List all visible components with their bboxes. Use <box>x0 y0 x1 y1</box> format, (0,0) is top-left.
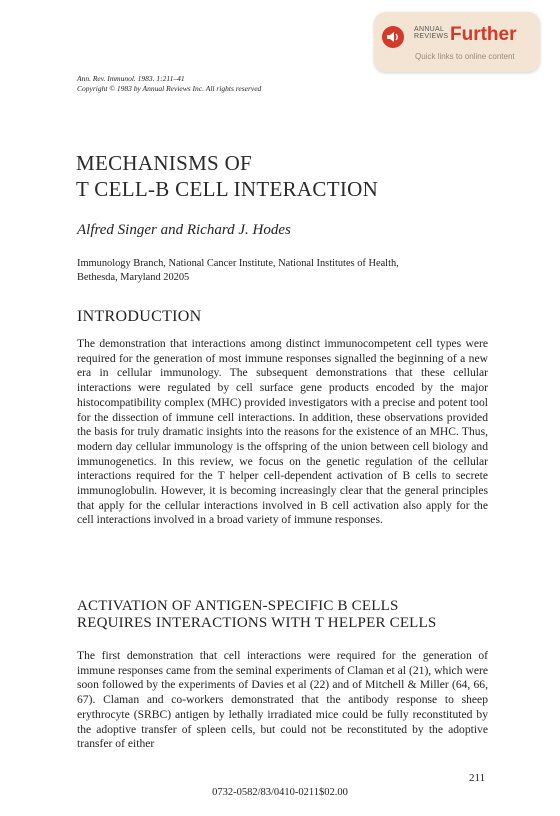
price-code: 0732-0582/83/0410-0211$02.00 <box>212 787 348 798</box>
article-authors: Alfred Singer and Richard J. Hodes <box>77 222 291 238</box>
badge-tagline: Quick links to online content <box>415 52 515 61</box>
introduction-paragraph: The demonstration that interactions among distinct immunocompetent cell types were required for the generation of most immune responses signalled the beginning of a new era in cellular immunology. The subsequent demonstrations that these cellular interactions were regulated by cell surface gene products encoded by the major histocompatibility complex (MHC) provided investigators with a precise and potent tool for the dissection of immune cell interactions. In addition, these observations provided the basis for truly dramatic insights into the reasons for the existence of an MHC. Thus, modern day cellular immunology is the offspring of the union between cell biology and immunogenetics. In this review, we focus on the genetic regulation of the cellular interactions required for the T helper cell-dependent activation of B cells to secrete immunoglobulin. However, it is becoming increasingly clear that the general principles that apply for the cellular interactions involved in B cell activation also apply for the cell interactions involved in a broad variety of immune responses. <box>77 337 488 527</box>
annual-reviews-further-badge[interactable] <box>374 12 540 72</box>
section-heading-activation: ACTIVATION OF ANTIGEN-SPECIFIC B CELLS REQUIRES INTERACTIONS WITH T HELPER CELLS <box>77 598 437 631</box>
article-title: MECHANISMS OF T CELL-B CELL INTERACTION <box>76 151 379 201</box>
journal-citation: Ann. Rev. Immunol. 1983. 1:211–41 Copyright © 1983 by Annual Reviews Inc. All rights reserved <box>77 74 262 93</box>
activation-paragraph: The first demonstration that cell interactions were required for the generation of immune responses came from the seminal experiments of Claman et al (21), which were soon followed by the experiments of Davies et al (22) and of Mitchell & Miller (64, 66, 67). Claman and co-workers demonstrated that the antibody response to sheep erythrocyte (SRBC) antigen by lethally irradiated mice could be fully reconstituted by the adoptive transfer of spleen cells, but could not be reconstituted by the adoptive transfer of either <box>77 649 488 751</box>
further-wordmark: Further <box>450 24 517 45</box>
speaker-icon <box>382 26 404 48</box>
section-heading-introduction: INTRODUCTION <box>77 308 202 325</box>
author-affiliation: Immunology Branch, National Cancer Institute, National Institutes of Health, Bethesda, Maryland 20205 <box>77 258 399 283</box>
page-number: 211 <box>469 772 486 784</box>
annual-reviews-label: ANNUAL REVIEWS <box>414 26 449 40</box>
